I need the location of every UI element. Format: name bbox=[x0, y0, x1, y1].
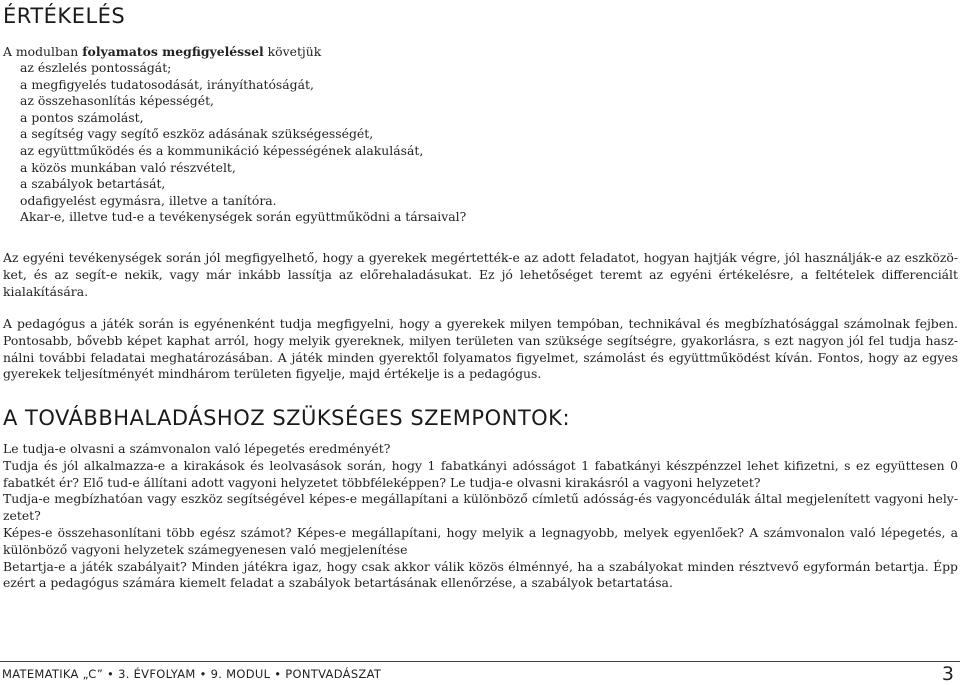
list-item: az észlelés pontosságát; bbox=[20, 60, 172, 75]
section-title-evaluation: ÉRTÉKELÉS bbox=[3, 4, 126, 28]
criteria-paragraph: Képes-e összehasonlítani több egész számot? Képes-e megállapítani, hogy melyik a legnagyobb, melyek egyenlőek? A számvonalon való lépegetés, a különböző vagyoni helyzetek számegyenesen való megjelenítése bbox=[3, 524, 958, 557]
intro-before: A modulban bbox=[3, 44, 83, 59]
list-item: az összehasonlítás képességét, bbox=[20, 93, 214, 109]
footer-text: MATEMATIKA „C” • 3. ÉVFOLYAM • 9. MODUL • PONTVADÁSZAT bbox=[2, 667, 382, 681]
list-item: a közös munkában való részvételt, bbox=[20, 159, 236, 175]
criteria-paragraph: Tudja és jól alkalmazza-e a kirakások és leolvasások során, hogy 1 fabatkányi adósságot 1 fabatkányi készpénzzel lehet kifizetni, s ez együttesen 0 fabatkét ér? Elő tud-e állítani adott vagyoni helyzetet többféleképpen? Le tudja-e olvasni kirakásról a vagyoni helyzetet? bbox=[3, 457, 958, 490]
footer-divider bbox=[0, 661, 960, 662]
paragraph-teacher-observation: A pedagógus a játék során is egyénenként tudja megfigyelni, hogy a gyerekek milyen tempóban, technikával és megbízhatósággal számolnak fejben. Pontosabb, bővebb képet kaphat arról, hogy melyik gyereknek, milyen területen van szüksége segítségre, gyakorlásra, s ezt nagyon jól fel tudja használni további feladatai meghatározásában. A játék minden gyerektől folyamatos figyelmet, számolást és együttműködést kíván. Fontos, hogy az egyes gyerekek teljesítményét mindhárom területen figyelje, majd értékelje is a pedagógus. bbox=[3, 316, 958, 382]
intro-bold: folyamatos megfigyeléssel bbox=[82, 44, 264, 59]
list-item: a szabályok betartását, bbox=[20, 176, 166, 192]
list-item: a pontos számolást, bbox=[20, 109, 144, 125]
criteria-paragraph: Le tudja-e olvasni a számvonalon való lépegetés eredményét? bbox=[3, 441, 391, 456]
criteria-paragraph: Tudja-e megbízhatóan vagy eszköz segítségével képes-e megállapítani a különböző címletű adósság-és vagyoncédulák által megjelenített vagyoni helyzetet? bbox=[3, 491, 958, 524]
list-item: Akar-e, illetve tud-e a tevékenységek során együttműködni a társaival? bbox=[20, 209, 467, 225]
list-item: a megfigyelés tudatosodását, irányíthatóságát, bbox=[20, 76, 314, 92]
paragraph-individual-activities: Az egyéni tevékenységek során jól megfigyelhető, hogy a gyerekek megértették-e az adott feladatot, hogyan hajtják végre, jól használják-e az eszközöket, és az segít-e nekik, vagy már inkább lassítja az előrehaladásukat. Ez jó lehetőséget teremt az egyéni értékelésre, a feltételek differenciált kialakítására. bbox=[3, 250, 958, 299]
list-item: az együttműködés és a kommunikáció képességének alakulását, bbox=[20, 142, 424, 158]
intro-after: követjük bbox=[263, 44, 322, 59]
observation-list bbox=[20, 60, 466, 226]
criteria-paragraph: Betartja-e a játék szabályait? Minden játékra igaz, hogy csak akkor válik közös élménnyé, ha a szabályokat minden résztvevő egyformán betartja. Épp ezért a pedagógus számára kiemelt feladat a szabályok betartásának ellenőrzése, a szabályok betartatása. bbox=[3, 558, 958, 591]
list-item: a segítség vagy segítő eszköz adásának szükségességét, bbox=[20, 126, 374, 142]
list-item: odafigyelést egymásra, illetve a tanítóra. bbox=[20, 192, 277, 208]
criteria-block bbox=[3, 441, 958, 592]
intro-line bbox=[3, 44, 321, 61]
page-number: 3 bbox=[941, 663, 954, 685]
section-title-progress-criteria: A TOVÁBBHALADÁSHOZ SZÜKSÉGES SZEMPONTOK: bbox=[3, 406, 571, 430]
